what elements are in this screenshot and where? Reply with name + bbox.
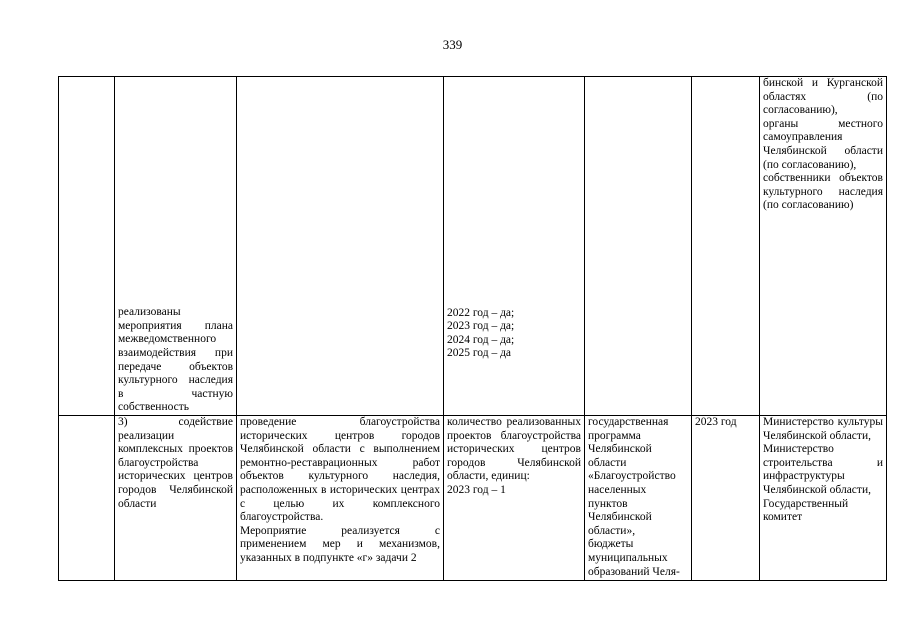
cell-indicator: 2022 год – да; 2023 год – да; 2024 год – да; 2025 год – да (444, 77, 585, 416)
cell-measure: проведение благоустройства исторических центров городов Челябинской области с выполнением ремонтно-реставрационных работ объектов культурного наследия, расположенных в исторических центрах с целью их комплексного благоустройства. Мероприятие реализуется с применением мер и механизмов, указанных в подпункте «г» задачи 2 (237, 416, 444, 581)
cell-responsible: бинской и Курганской областях (по согласованию), органы местного самоуправления Челябинской области (по согласованию), собственники объектов культурного наследия (по согласованию) (760, 77, 887, 416)
cell-source (585, 77, 692, 416)
cell-measure (237, 77, 444, 416)
cell-term: 2023 год (692, 416, 760, 581)
cell-number (59, 77, 115, 416)
cell-task: 3) содействие реализации комплексных проектов благоустройства исторических центров городов Челябинской области (115, 416, 237, 581)
cell-source: государственная программа Челябинской области «Благоустройство населенных пунктов Челябинской области», бюджеты муниципальных образований Челя- (585, 416, 692, 581)
cell-number (59, 416, 115, 581)
page-number: 339 (442, 37, 463, 52)
document-table (58, 76, 887, 581)
cell-responsible: Министерство культуры Челябинской области, Министерство строительства и инфраструктуры Челябинской области, Государственный комитет (760, 416, 887, 581)
table-row (59, 77, 887, 416)
cell-task: реализованы мероприятия плана межведомственного взаимодействия при передаче объектов культурного наследия в частную собственность (115, 77, 237, 416)
table-row (59, 416, 887, 581)
cell-indicator: количество реализованных проектов благоустройства исторических центров городов Челябинской области, единиц: 2023 год – 1 (444, 416, 585, 581)
cell-term (692, 77, 760, 416)
